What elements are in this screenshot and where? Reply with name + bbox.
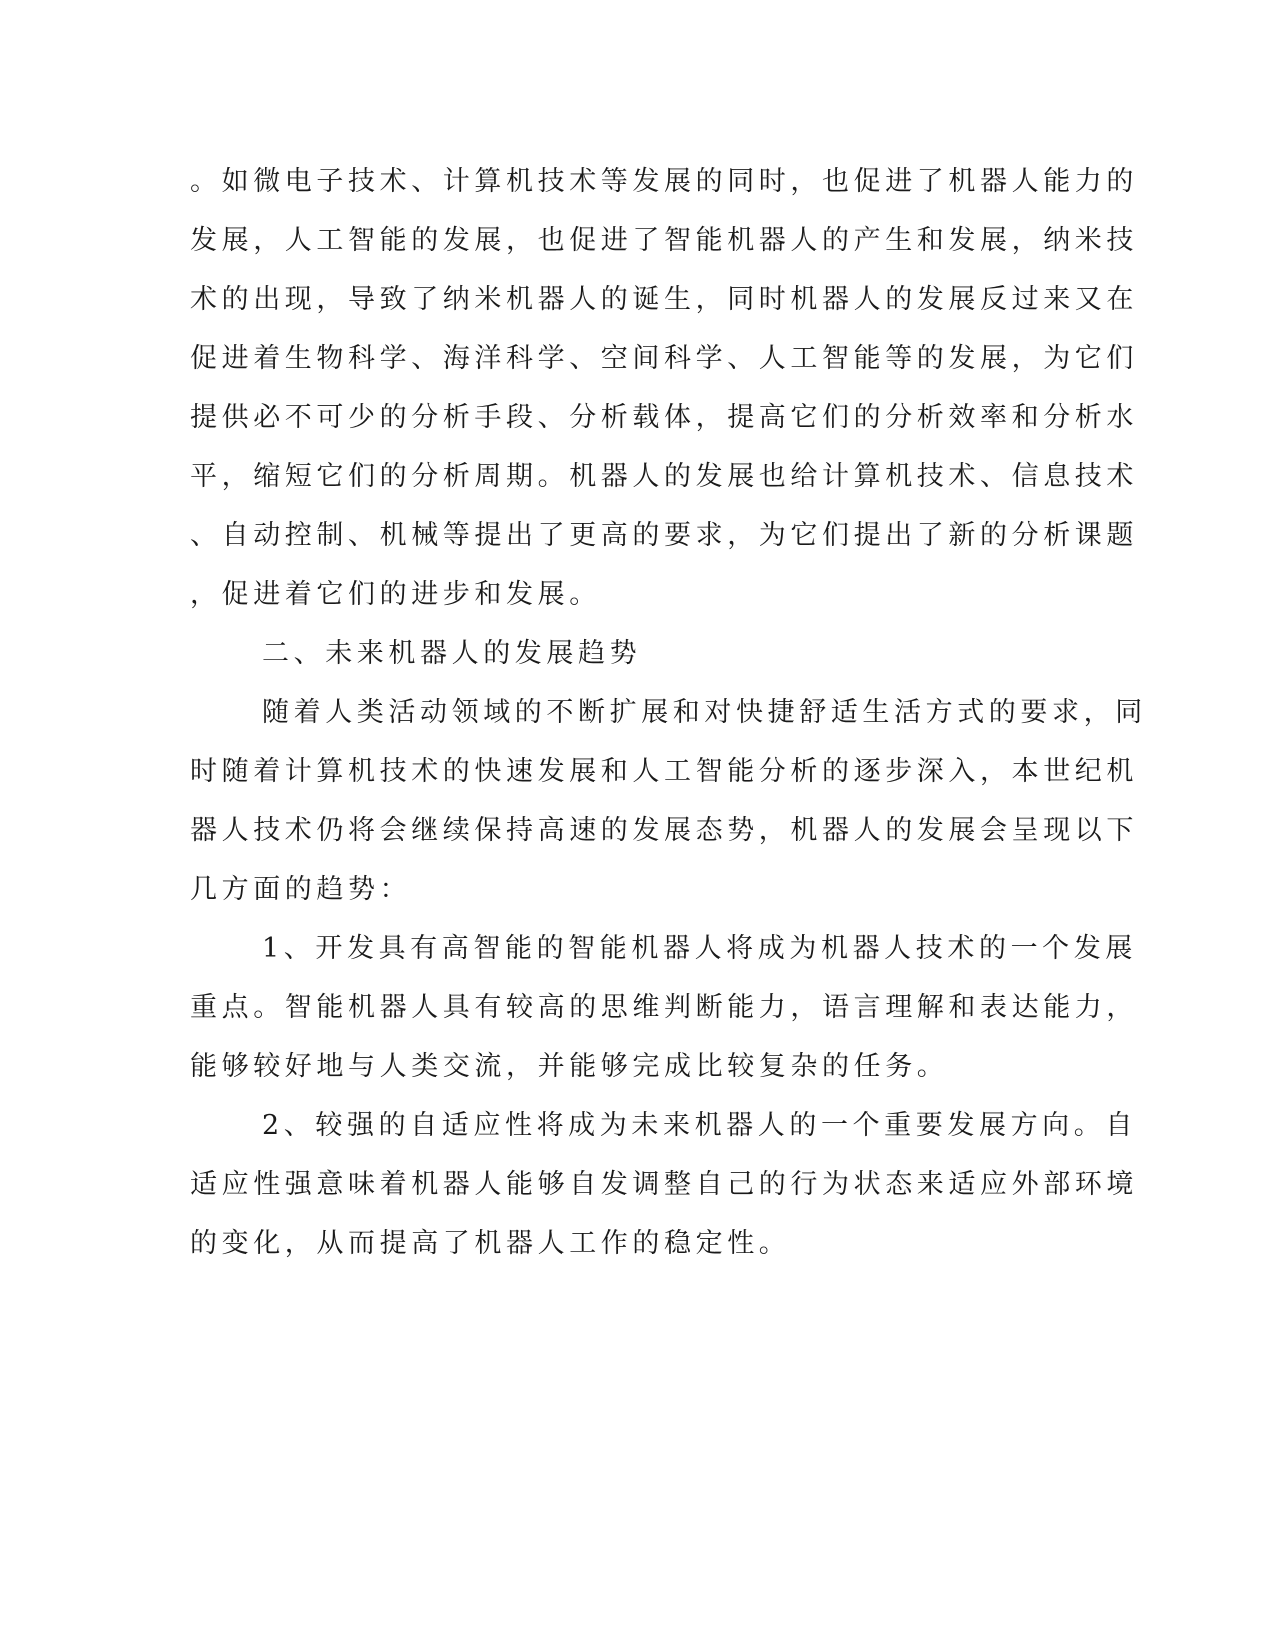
text-line: 时随着计算机技术的快速发展和人工智能分析的逐步深入，本世纪机 xyxy=(190,756,1138,787)
text-line: 器人技术仍将会继续保持高速的发展态势，机器人的发展会呈现以下 xyxy=(190,815,1138,846)
list-item-2: 2、较强的自适应性将成为未来机器人的一个重要发展方向。自 xyxy=(262,1110,1137,1141)
text-line: 随着人类活动领域的不断扩展和对快捷舒适生活方式的要求，同 xyxy=(262,697,1147,728)
text-line: 促进着生物科学、海洋科学、空间科学、人工智能等的发展，为它们 xyxy=(190,343,1138,374)
text-line: 平，缩短它们的分析周期。机器人的发展也给计算机技术、信息技术 xyxy=(190,461,1138,492)
text-line: 适应性强意味着机器人能够自发调整自己的行为状态来适应外部环境 xyxy=(190,1169,1138,1200)
text-line: 的变化，从而提高了机器人工作的稳定性。 xyxy=(190,1228,791,1259)
list-item-1: 1、开发具有高智能的智能机器人将成为机器人技术的一个发展 xyxy=(262,933,1137,964)
text-line: 能够较好地与人类交流，并能够完成比较复杂的任务。 xyxy=(190,1051,949,1082)
section-heading: 二、未来机器人的发展趋势 xyxy=(262,638,642,669)
text-line: 重点。智能机器人具有较高的思维判断能力，语言理解和表达能力， xyxy=(190,992,1138,1023)
text-line: 提供必不可少的分析手段、分析载体，提高它们的分析效率和分析水 xyxy=(190,402,1138,433)
text-line: 。如微电子技术、计算机技术等发展的同时，也促进了机器人能力的 xyxy=(190,166,1138,197)
text-line: ，促进着它们的进步和发展。 xyxy=(190,579,601,610)
text-line: 术的出现，导致了纳米机器人的诞生，同时机器人的发展反过来又在 xyxy=(190,284,1138,315)
text-line: 、自动控制、机械等提出了更高的要求，为它们提出了新的分析课题 xyxy=(190,520,1138,551)
text-line: 几方面的趋势： xyxy=(190,874,412,905)
text-line: 发展，人工智能的发展，也促进了智能机器人的产生和发展，纳米技 xyxy=(190,225,1138,256)
